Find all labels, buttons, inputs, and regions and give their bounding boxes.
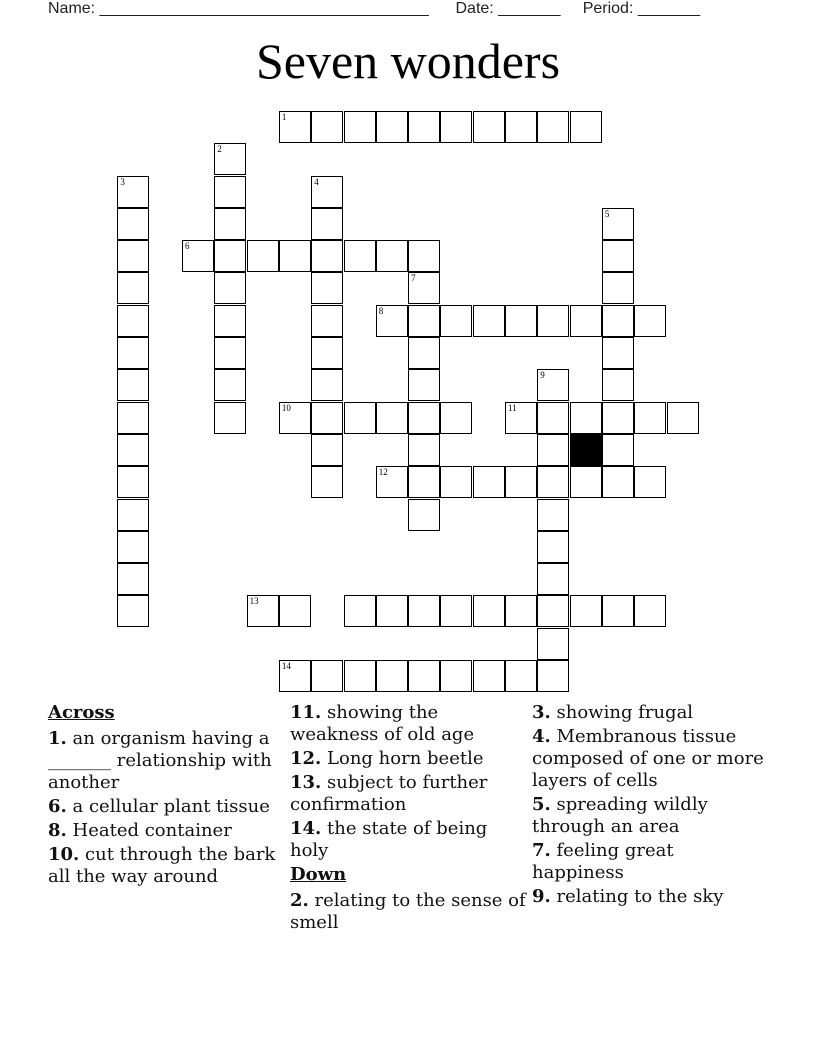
grid-cell[interactable] bbox=[602, 240, 634, 272]
clue-item bbox=[290, 772, 526, 816]
grid-cell[interactable] bbox=[376, 660, 408, 692]
grid-cell[interactable] bbox=[537, 434, 569, 466]
grid-cell[interactable] bbox=[311, 434, 343, 466]
grid-cell[interactable] bbox=[570, 466, 602, 498]
grid-cell[interactable] bbox=[214, 208, 246, 240]
clue-number: 14. bbox=[290, 818, 322, 839]
grid-cell[interactable] bbox=[602, 434, 634, 466]
grid-cell[interactable] bbox=[408, 660, 440, 692]
grid-cell[interactable] bbox=[570, 111, 602, 143]
grid-cell[interactable] bbox=[408, 595, 440, 627]
period-field-label: Period: _______ bbox=[582, 0, 701, 17]
grid-cell[interactable] bbox=[214, 143, 246, 175]
clue-number: 11. bbox=[290, 702, 322, 723]
grid-cell[interactable] bbox=[376, 305, 408, 337]
grid-cell[interactable] bbox=[537, 305, 569, 337]
grid-cell[interactable] bbox=[570, 595, 602, 627]
grid-cell[interactable] bbox=[214, 369, 246, 401]
blocked-cell bbox=[570, 434, 602, 466]
grid-cell[interactable] bbox=[311, 240, 343, 272]
grid-cell[interactable] bbox=[344, 240, 376, 272]
grid-cell[interactable] bbox=[602, 305, 634, 337]
clue-item bbox=[290, 702, 526, 746]
clue-text: an organism having a _______ relationship with another bbox=[48, 728, 272, 793]
grid-cell[interactable] bbox=[634, 402, 666, 434]
grid-cell[interactable] bbox=[408, 369, 440, 401]
clue-number: 5. bbox=[532, 794, 551, 815]
grid-cell[interactable] bbox=[537, 369, 569, 401]
grid-cell[interactable] bbox=[537, 111, 569, 143]
grid-cell[interactable] bbox=[117, 337, 149, 369]
grid-cell[interactable] bbox=[117, 466, 149, 498]
grid-cell[interactable] bbox=[117, 531, 149, 563]
clue-number-label: 9 bbox=[540, 370, 545, 381]
grid-cell[interactable] bbox=[505, 111, 537, 143]
grid-cell[interactable] bbox=[537, 660, 569, 692]
grid-cell[interactable] bbox=[279, 111, 311, 143]
grid-cell[interactable] bbox=[376, 595, 408, 627]
grid-cell[interactable] bbox=[117, 499, 149, 531]
across-clue-list bbox=[48, 728, 284, 888]
grid-cell[interactable] bbox=[279, 595, 311, 627]
clue-text: showing frugal bbox=[550, 702, 694, 723]
clue-number: 10. bbox=[48, 844, 80, 865]
clue-number-label: 3 bbox=[120, 176, 125, 187]
clue-number: 2. bbox=[290, 890, 309, 911]
grid-cell[interactable] bbox=[440, 595, 472, 627]
grid-cell[interactable] bbox=[311, 660, 343, 692]
grid-cell[interactable] bbox=[634, 305, 666, 337]
grid-cell[interactable] bbox=[440, 402, 472, 434]
grid-cell[interactable] bbox=[311, 305, 343, 337]
grid-cell[interactable] bbox=[537, 563, 569, 595]
clues-column-3 bbox=[532, 702, 768, 910]
down-clue-list bbox=[290, 890, 526, 934]
grid-cell[interactable] bbox=[214, 305, 246, 337]
grid-cell[interactable] bbox=[408, 305, 440, 337]
clue-number-label: 4 bbox=[314, 176, 319, 187]
clue-text: relating to the sky bbox=[550, 886, 724, 907]
clue-text: feeling great happiness bbox=[532, 840, 674, 883]
grid-cell[interactable] bbox=[634, 466, 666, 498]
grid-cell[interactable] bbox=[311, 272, 343, 304]
grid-cell[interactable] bbox=[537, 628, 569, 660]
clue-text: Long horn beetle bbox=[321, 748, 484, 769]
date-field-label: Date: _______ bbox=[455, 0, 561, 17]
grid-cell[interactable] bbox=[634, 595, 666, 627]
grid-cell[interactable] bbox=[505, 402, 537, 434]
clue-number-label: 12 bbox=[378, 467, 388, 478]
grid-cell[interactable] bbox=[182, 240, 214, 272]
clue-number-label: 6 bbox=[185, 241, 190, 252]
grid-cell[interactable] bbox=[117, 208, 149, 240]
grid-cell[interactable] bbox=[117, 563, 149, 595]
clue-item bbox=[48, 728, 284, 794]
clue-number-label: 2 bbox=[217, 144, 222, 155]
grid-cell[interactable] bbox=[667, 402, 699, 434]
clue-number-label: 8 bbox=[378, 305, 384, 316]
grid-cell[interactable] bbox=[311, 176, 343, 208]
grid-cell[interactable] bbox=[408, 466, 440, 498]
grid-cell[interactable] bbox=[473, 466, 505, 498]
grid-cell[interactable] bbox=[408, 111, 440, 143]
clue-item bbox=[532, 794, 768, 838]
clue-number-label: 10 bbox=[281, 402, 291, 413]
name-field-label: Name: _____________________________________ bbox=[48, 0, 429, 17]
grid-cell[interactable] bbox=[376, 466, 408, 498]
clue-text: Heated container bbox=[66, 820, 232, 841]
grid-cell[interactable] bbox=[440, 305, 472, 337]
clue-item bbox=[48, 844, 284, 888]
grid-cell[interactable] bbox=[117, 272, 149, 304]
grid-cell[interactable] bbox=[117, 402, 149, 434]
grid-cell[interactable] bbox=[537, 499, 569, 531]
grid-cell[interactable] bbox=[537, 466, 569, 498]
grid-cell[interactable] bbox=[214, 240, 246, 272]
grid-cell[interactable] bbox=[473, 111, 505, 143]
grid-cell[interactable] bbox=[537, 402, 569, 434]
grid-cell[interactable] bbox=[473, 660, 505, 692]
grid-cell[interactable] bbox=[408, 337, 440, 369]
grid-cell[interactable] bbox=[505, 595, 537, 627]
grid-cell[interactable] bbox=[279, 402, 311, 434]
clue-number-label: 13 bbox=[249, 596, 259, 607]
clue-item bbox=[290, 818, 526, 862]
grid-cell[interactable] bbox=[311, 337, 343, 369]
clue-text: spreading wildly through an area bbox=[532, 794, 708, 837]
grid-cell[interactable] bbox=[117, 369, 149, 401]
clue-text: cut through the bark all the way around bbox=[48, 844, 276, 887]
grid-cell[interactable] bbox=[247, 595, 279, 627]
clue-item bbox=[532, 702, 768, 724]
grid-cell[interactable] bbox=[117, 305, 149, 337]
grid-cell[interactable] bbox=[117, 434, 149, 466]
grid-cell[interactable] bbox=[602, 337, 634, 369]
clue-number: 1. bbox=[48, 728, 67, 749]
clue-number: 6. bbox=[48, 796, 67, 817]
grid-cell[interactable] bbox=[376, 240, 408, 272]
clue-number-label: 11 bbox=[508, 402, 517, 413]
clue-item bbox=[48, 796, 284, 818]
grid-cell[interactable] bbox=[505, 660, 537, 692]
clue-number-label: 5 bbox=[604, 208, 610, 219]
puzzle-title: Seven wonders bbox=[255, 33, 561, 89]
across-heading: Across bbox=[48, 702, 115, 723]
grid-cell[interactable] bbox=[344, 595, 376, 627]
clue-number: 9. bbox=[532, 886, 551, 907]
grid-cell[interactable] bbox=[214, 176, 246, 208]
grid-cell[interactable] bbox=[344, 111, 376, 143]
grid-cell[interactable] bbox=[440, 660, 472, 692]
grid-cell[interactable] bbox=[537, 531, 569, 563]
grid-cell[interactable] bbox=[344, 660, 376, 692]
grid-cell[interactable] bbox=[408, 434, 440, 466]
grid-cell[interactable] bbox=[440, 111, 472, 143]
grid-cell[interactable] bbox=[311, 402, 343, 434]
grid-cell[interactable] bbox=[247, 240, 279, 272]
grid-cell[interactable] bbox=[473, 305, 505, 337]
grid-cell[interactable] bbox=[311, 369, 343, 401]
clue-item bbox=[532, 726, 768, 792]
clue-item bbox=[532, 886, 768, 908]
grid-cell[interactable] bbox=[214, 402, 246, 434]
clues-column-1 bbox=[48, 702, 284, 890]
clue-number: 12. bbox=[290, 748, 322, 769]
grid-cell[interactable] bbox=[602, 272, 634, 304]
clue-text: showing the weakness of old age bbox=[290, 702, 475, 745]
clue-text: Membranous tissue composed of one or more layers of cells bbox=[532, 726, 764, 791]
grid-cell[interactable] bbox=[408, 499, 440, 531]
clue-number-label: 14 bbox=[281, 661, 291, 671]
clue-text: a cellular plant tissue bbox=[66, 796, 270, 817]
grid-cell[interactable] bbox=[376, 111, 408, 143]
grid-cell[interactable] bbox=[117, 595, 149, 627]
clue-number: 8. bbox=[48, 820, 67, 841]
clue-number-label: 7 bbox=[411, 273, 416, 284]
grid-cell[interactable] bbox=[311, 208, 343, 240]
grid-cell[interactable] bbox=[602, 402, 634, 434]
clue-text: subject to further confirmation bbox=[290, 772, 488, 815]
clue-number: 4. bbox=[532, 726, 551, 747]
grid-cell[interactable] bbox=[408, 240, 440, 272]
grid-cell[interactable] bbox=[602, 369, 634, 401]
clue-item bbox=[532, 840, 768, 884]
grid-cell[interactable] bbox=[376, 402, 408, 434]
grid-cell[interactable] bbox=[602, 208, 634, 240]
grid-cell[interactable] bbox=[408, 272, 440, 304]
clue-item bbox=[48, 820, 284, 842]
grid-cell[interactable] bbox=[311, 466, 343, 498]
grid-cell[interactable] bbox=[537, 595, 569, 627]
grid-cell[interactable] bbox=[570, 305, 602, 337]
grid-cell[interactable] bbox=[117, 176, 149, 208]
clue-item bbox=[290, 748, 526, 770]
clues-column-2 bbox=[290, 702, 526, 936]
grid-cell[interactable] bbox=[311, 111, 343, 143]
grid-cell[interactable] bbox=[473, 595, 505, 627]
grid-cell[interactable] bbox=[570, 402, 602, 434]
down-heading: Down bbox=[290, 864, 347, 885]
clue-number: 7. bbox=[532, 840, 551, 861]
clue-number: 13. bbox=[290, 772, 322, 793]
grid-cell[interactable] bbox=[279, 240, 311, 272]
grid-cell[interactable] bbox=[279, 660, 311, 692]
grid-cell[interactable] bbox=[602, 466, 634, 498]
grid-cell[interactable] bbox=[214, 337, 246, 369]
grid-cell[interactable] bbox=[505, 305, 537, 337]
down-clue-list-continued bbox=[532, 702, 768, 908]
clue-text: relating to the sense of smell bbox=[290, 890, 526, 933]
clue-number-label: 1 bbox=[281, 111, 287, 122]
grid-cell[interactable] bbox=[505, 466, 537, 498]
grid-cell[interactable] bbox=[214, 272, 246, 304]
across-clue-list-continued bbox=[290, 702, 526, 862]
grid-cell[interactable] bbox=[344, 402, 376, 434]
clue-number: 3. bbox=[532, 702, 551, 723]
grid-cell[interactable] bbox=[440, 466, 472, 498]
clue-item bbox=[290, 890, 526, 934]
grid-cell[interactable] bbox=[602, 595, 634, 627]
grid-cell[interactable] bbox=[408, 402, 440, 434]
clue-text: the state of being holy bbox=[290, 818, 488, 861]
grid-cell[interactable] bbox=[117, 240, 149, 272]
